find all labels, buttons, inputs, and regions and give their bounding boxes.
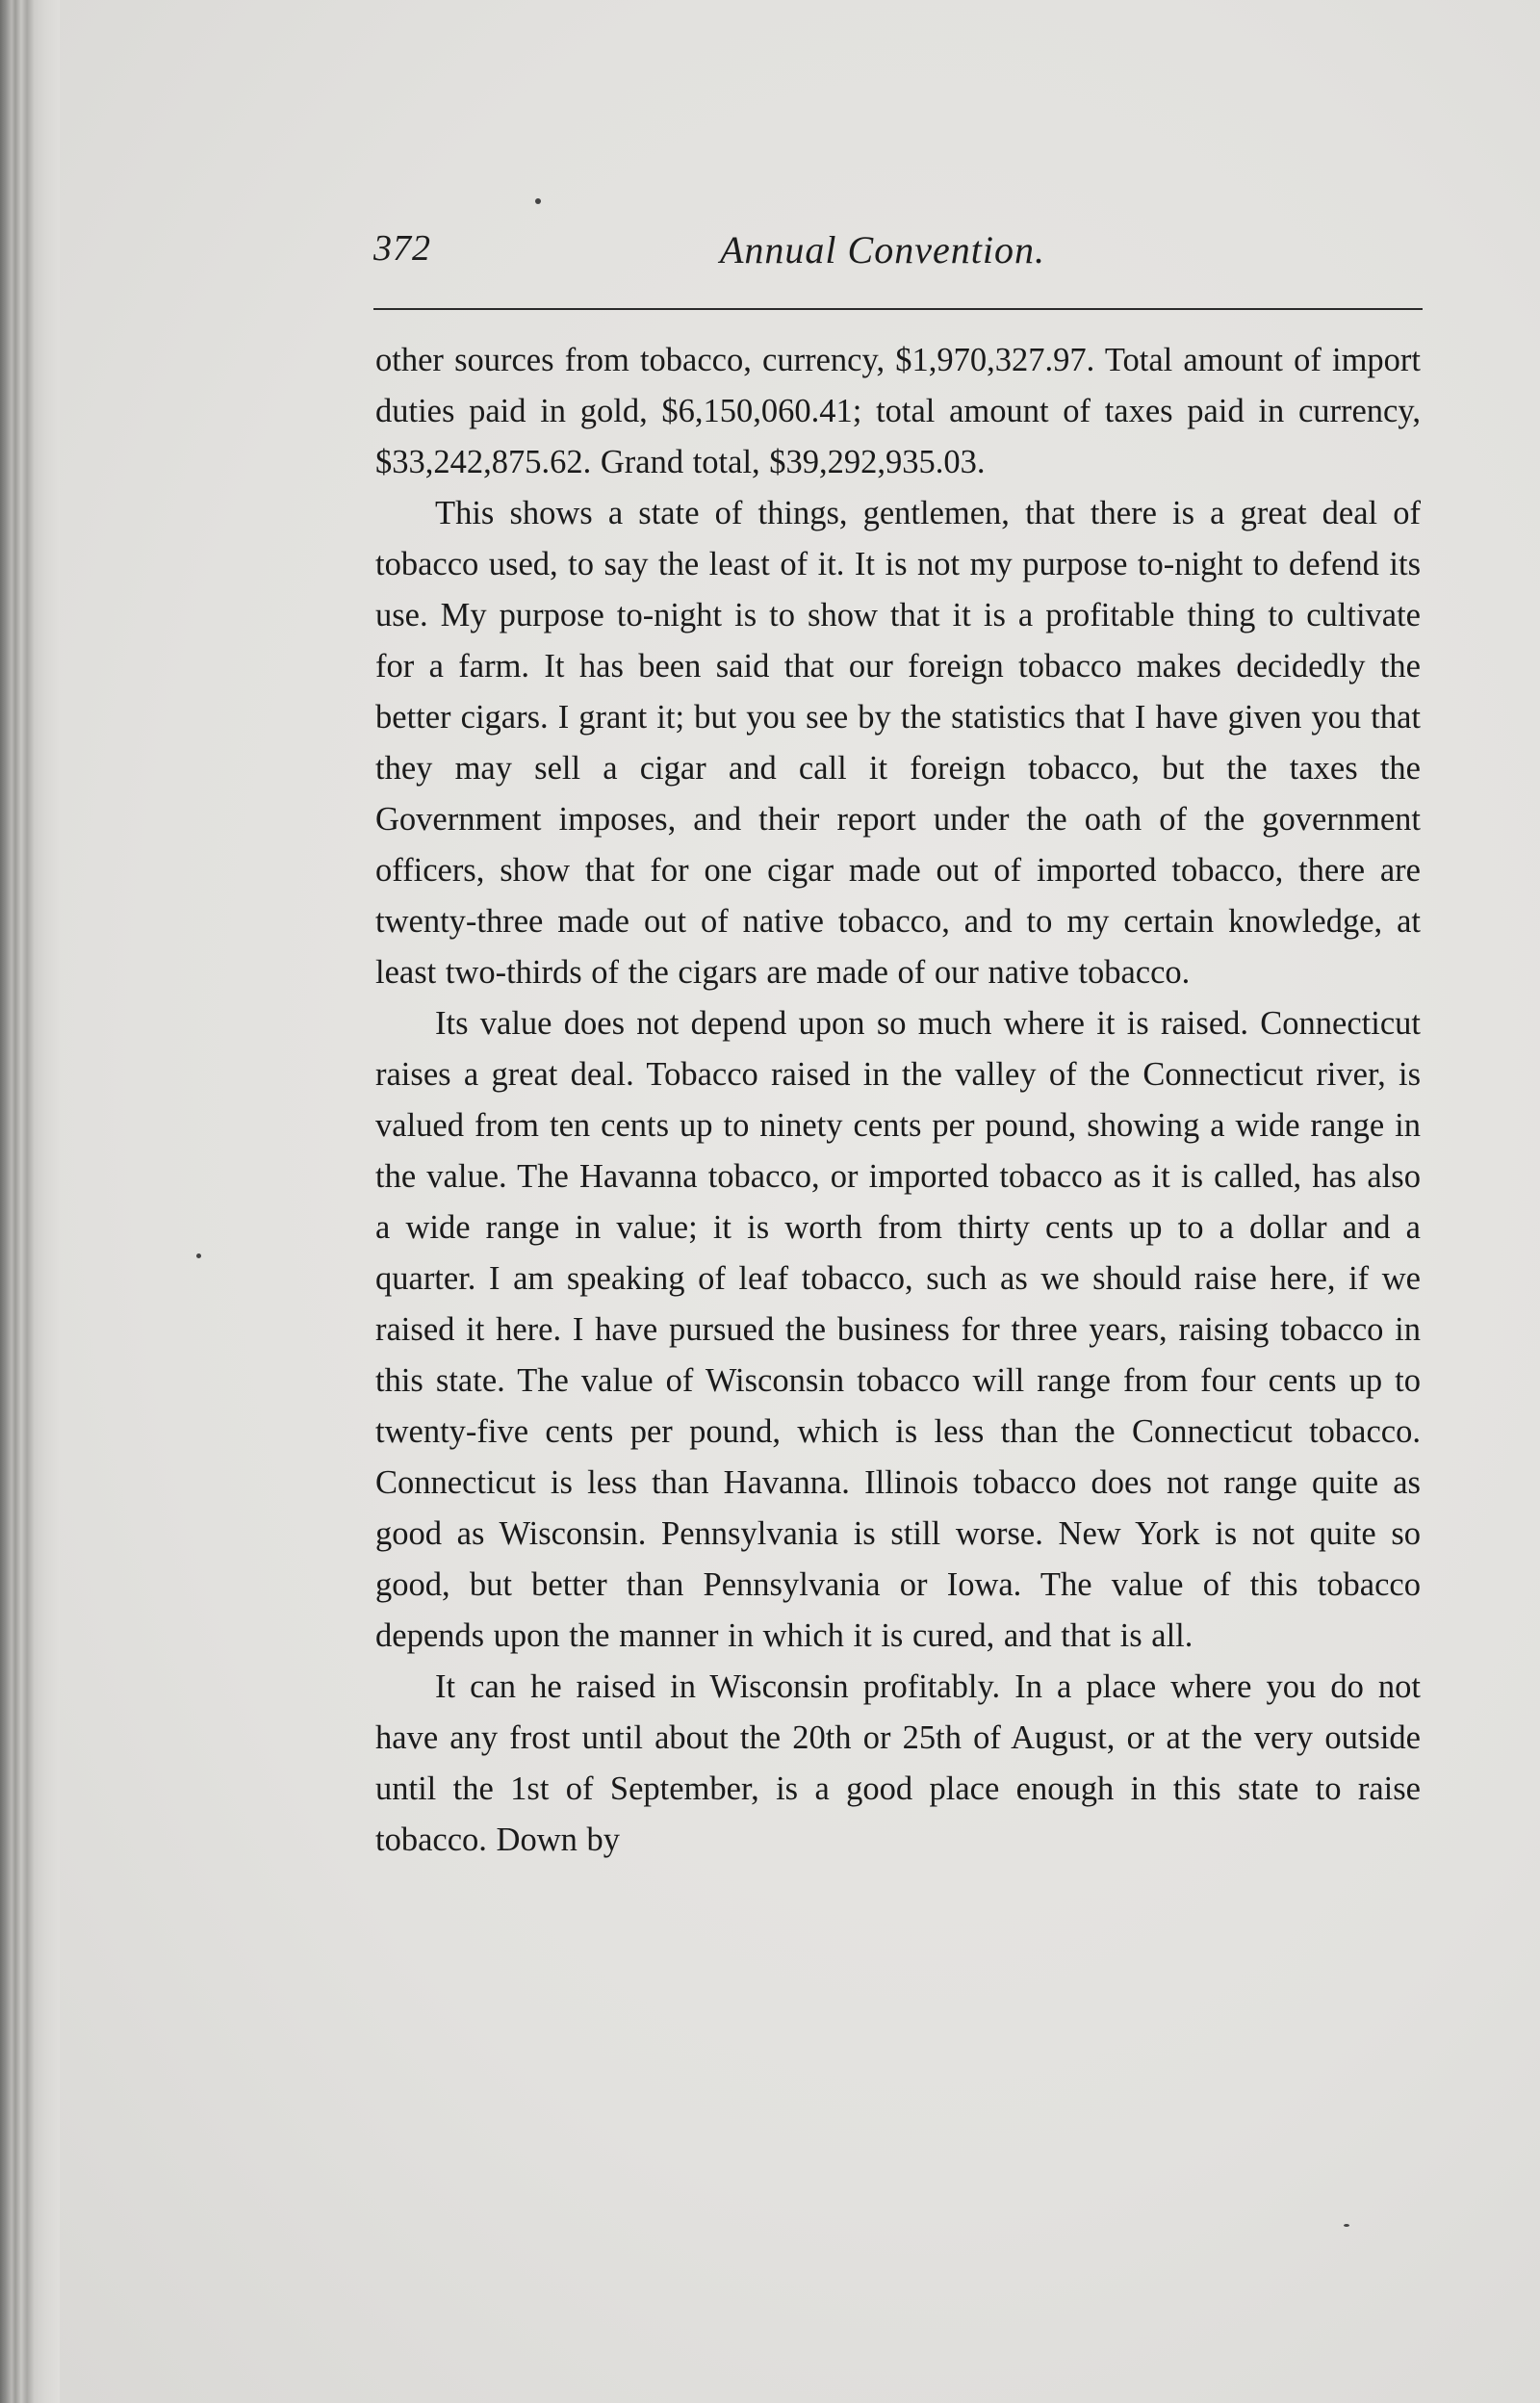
paragraph-4: It can he raised in Wisconsin profitably. In a place where you do not have any frost until about the 20th or 25th of August, or at the very outside until the 1st of September, is a good place enough in this state to raise tobacco. Down by [375, 1668, 1421, 1858]
page-number: 372 [373, 228, 431, 269]
print-speck [535, 198, 541, 204]
paragraph-2: This shows a state of things, gentlemen, that there is a great deal of tobacco used, to say the least of it. It is not my purpose to-night to defend its use. My purpose to-night is to show that it is a profitable thing to cultivate for a farm. It has been said that our foreign tobacco makes decidedly the better cigars. I grant it; but you see by the statistics that I have given you that they may sell a cigar and call it foreign tobacco, but the taxes the Government imposes, and their report under the oath of the government officers, show that for one cigar made out of imported tobacco, there are twenty-three made out of native tobacco, and to my certain knowledge, at least two-thirds of the cigars are made of our native tobacco. [375, 495, 1421, 991]
paragraph-3: Its value does not depend upon so much where it is raised. Connecticut raises a great deal. Tobacco raised in the valley of the Connecticut river, is valued from ten cents up to ninety cents per pound, showing a wide range in the value. The Havanna tobacco, or imported tobacco as it is called, has also a wide range in value; it is worth from thirty cents up to a dollar and a quarter. I am speaking of leaf tobacco, such as we should raise here, if we raised it here. I have pursued the business for three years, raising tobacco in this state. The value of Wisconsin tobacco will range from four cents up to twenty-five cents per pound, which is less than the Connecticut tobacco. Connecticut is less than Havanna. Illinois tobacco does not range quite as good as Wisconsin. Pennsylvania is still worse. New York is not quite so good, but better than Pennsylvania or Iowa. The value of this tobacco depends upon the manner in which it is cured, and that is all. [375, 1005, 1421, 1654]
page-binding-edge [0, 0, 60, 2403]
print-speck [196, 1253, 201, 1258]
header-rule [373, 308, 1423, 310]
paragraph-1: other sources from tobacco, currency, $1,970,327.97. Total amount of import duties paid in gold, $6,150,060.41; total amount of taxes paid in currency, $33,242,875.62. Grand total, $39,292,935.03. [375, 342, 1421, 480]
body-text [375, 335, 1421, 1866]
running-head [373, 227, 1423, 285]
running-head-title: Annual Convention. [720, 228, 1045, 271]
print-speck [1344, 2224, 1349, 2227]
